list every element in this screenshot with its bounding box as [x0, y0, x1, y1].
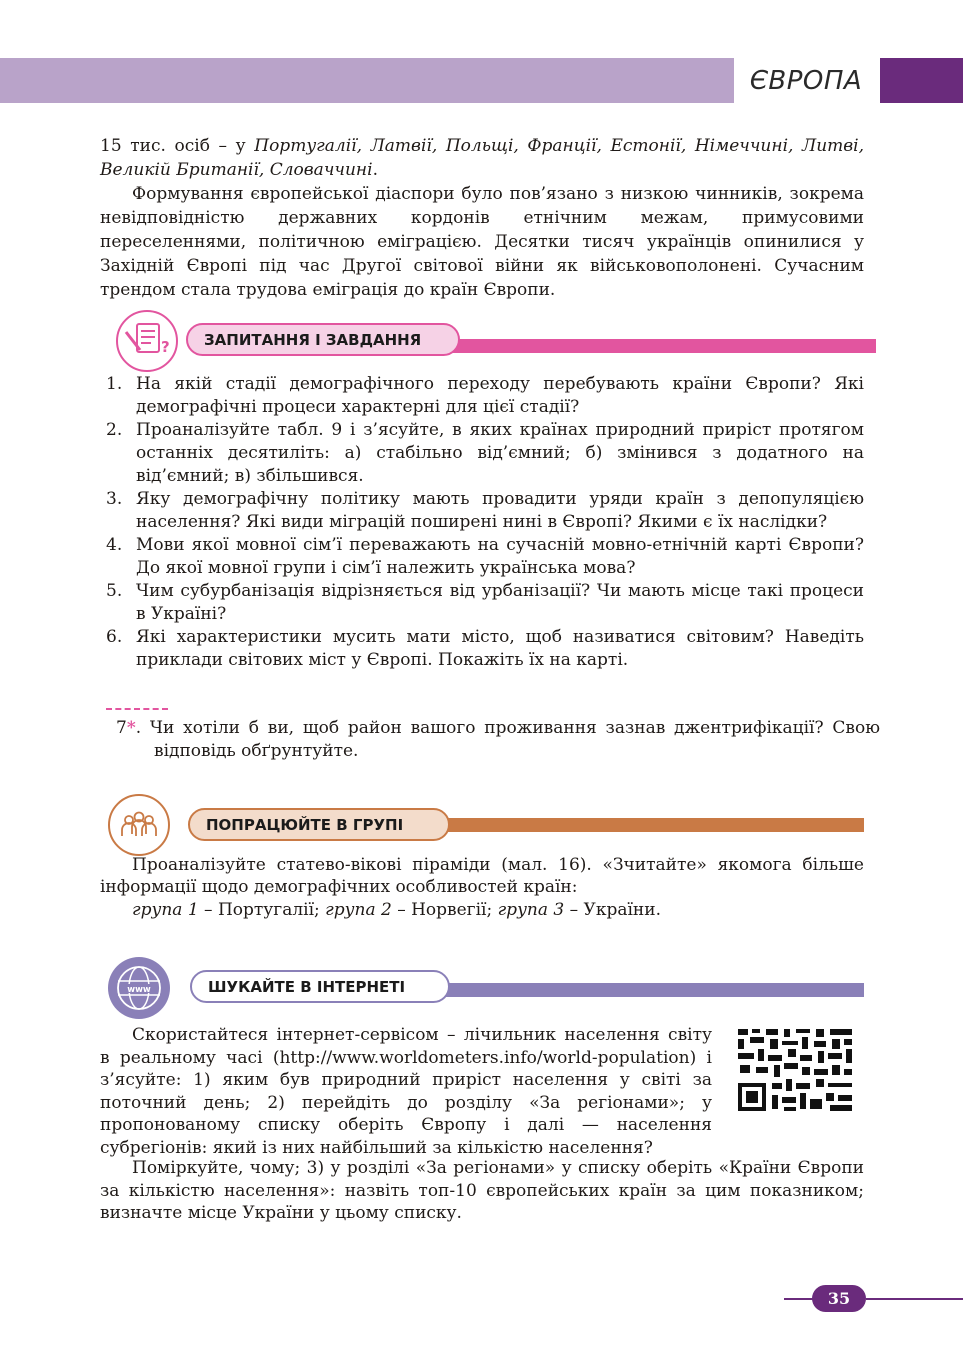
list-item: 1. На якій стадії демографічного переходу перебувають країни Європи? Які демографічні процеси характерні для цієї стадії?	[106, 374, 864, 417]
internet-section-line	[430, 983, 864, 997]
intro-paragraph-2: Формування європейської діаспори було пов’язано з низкою чинників, зокрема невідповідністю державних кордонів етнічним межам, примусовими переселеннями, політичною еміграцією. Десятки тисяч українців опинилися у Західній Європі під час Другої світової війни як військовополонені. Сучасним трендом стала трудова еміграція до країн Європи.	[100, 184, 864, 300]
globe-www-icon	[108, 957, 170, 1019]
internet-task-text-1: Скористайтеся інтернет-сервісом – лічильник населення світу в реальному часі (http://www.worldometers.info/world-population) і з’ясуйте: 1) яким був природний приріст населення у світі за поточний день; 2) перейдіть до розділу «За регіонами»; у пропонованому списку оберіть Європу і далі — населення субрегіонів: який із них найбільший за кількістю населення?	[100, 1025, 712, 1158]
chapter-title: ЄВРОПА	[749, 65, 863, 96]
page-number: 35	[812, 1285, 866, 1312]
svg-text:www: www	[127, 985, 151, 995]
group-assignments: група 1 – Португалії; група 2 – Норвегії; група 3 – України.	[132, 900, 661, 920]
document-question-icon	[116, 310, 178, 372]
header-band	[0, 58, 734, 103]
countries-list: Португалії, Латвії, Польщі, Франції, Естонії, Німеччині, Литві, Великій Британії, Словаччині	[100, 136, 865, 180]
svg-text:?: ?	[161, 338, 170, 356]
dashed-divider	[106, 708, 168, 710]
questions-list	[100, 373, 864, 672]
people-group-icon	[108, 794, 170, 856]
internet-task-text-2: Поміркуйте, чому; 3) у розділі «За регіонами» у списку оберіть «Країни Європи за кількістю населення»: назвіть топ-10 європейських країн за цим показником; визначте місце України у цьому списку.	[100, 1158, 864, 1223]
group-task-text: Проаналізуйте статево-вікові піраміди (мал. 16). «Зчитайте» якомога більше інформації щодо демографічних особливостей країн:	[100, 855, 864, 897]
list-item: 4. Мови якої мовної сім’ї переважають на сучасній мовно-етнічній карті Європи? До якої мовної групи і сім’ї належить українська мова?	[106, 535, 864, 578]
group-section-line	[430, 818, 864, 832]
intro-paragraph-1: 15 тис. осіб – у Португалії, Латвії, Польщі, Франції, Естонії, Німеччині, Литві, Великій Британії, Словаччині.	[100, 136, 865, 180]
group-section-title: ПОПРАЦЮЙТЕ В ГРУПІ	[188, 808, 450, 841]
list-item: 5. Чим субурбанізація відрізняється від урбанізації? Чи мають місце такі процеси в Україні?	[106, 581, 864, 624]
header-accent-block	[880, 58, 963, 103]
list-item: 6. Які характеристики мусить мати місто, щоб називатися світовим? Наведіть приклади світових міст у Європі. Покажіть їх на карті.	[106, 627, 864, 670]
qr-code-icon[interactable]	[736, 1027, 854, 1113]
page-number-line-right	[866, 1298, 963, 1300]
star-marker: *	[126, 718, 136, 738]
internet-section-title: ШУКАЙТЕ В ІНТЕРНЕТІ	[190, 970, 450, 1003]
extra-question: 7*. Чи хотіли б ви, щоб район вашого проживання зазнав джентрифікації? Свою відповідь обґрунтуйте.	[116, 718, 880, 761]
page-number-line-left	[784, 1298, 814, 1300]
list-item: 2. Проаналізуйте табл. 9 і з’ясуйте, в яких країнах природний приріст протягом останніх десятиліть: а) стабільно від’ємний; б) змінився з додатного на від’ємний; в) збільшився.	[106, 420, 864, 486]
questions-section-line	[440, 339, 876, 353]
questions-section-title: ЗАПИТАННЯ І ЗАВДАННЯ	[186, 323, 460, 356]
list-item: 3. Яку демографічну політику мають провадити уряди країн з депопуляцією населення? Які види міграцій поширені нині в Європі? Якими є їх наслідки?	[106, 489, 864, 532]
